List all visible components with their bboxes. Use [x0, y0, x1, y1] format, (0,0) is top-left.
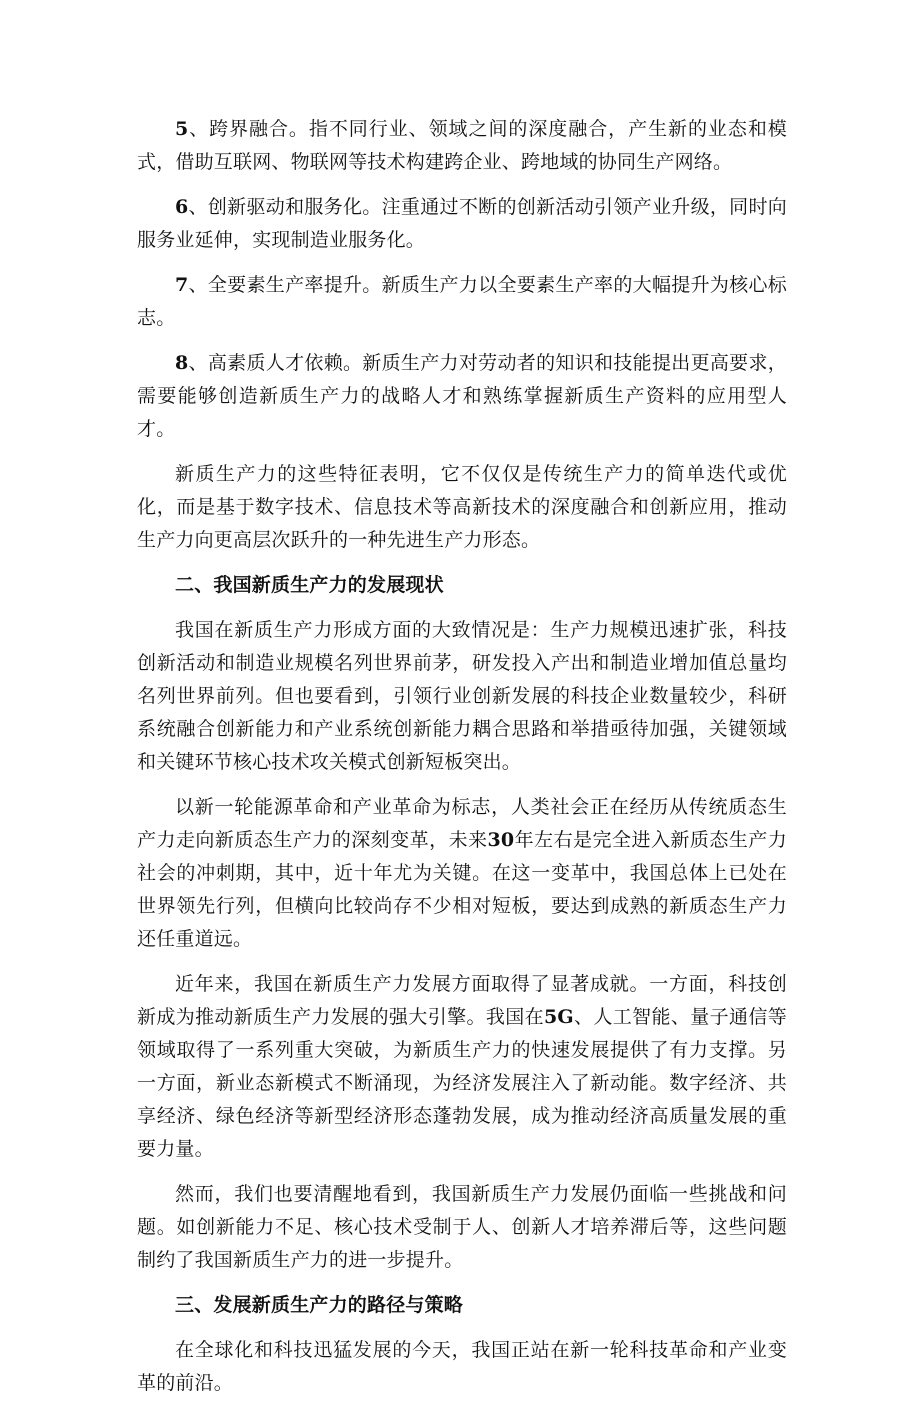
section-3-paragraph-1: 在全球化和科技迅猛发展的今天，我国正站在新一轮科技革命和产业变革的前沿。: [137, 1339, 787, 1394]
item-number: 8: [175, 352, 189, 374]
summary-paragraph: 新质生产力的这些特征表明，它不仅仅是传统生产力的简单迭代或优化，而是基于数字技术、信息技术等高新技术的深度融合和创新应用，推动生产力向更高层次跃升的一种先进生产力形态。: [137, 463, 787, 551]
item-number: 5: [175, 118, 189, 140]
paragraph-text: 近年来，我国在新质生产力发展方面取得了显著成就。一方面，科技创新成为推动新质生产力发展的强大引擎。我国在: [137, 973, 787, 1028]
section-2-heading: 二、我国新质生产力的发展现状: [175, 574, 444, 596]
paragraph-number: 5G: [543, 1006, 574, 1028]
paragraph-text: 以新一轮能源革命和产业革命为标志，人类社会正在经历从传统质态生产力走向新质态生产力的深刻变革，未来: [137, 796, 787, 851]
section-2-paragraph-1: 我国在新质生产力形成方面的大致情况是：生产力规模迅速扩张，科技创新活动和制造业规模名列世界前茅，研发投入产出和制造业增加值总量均名列世界前列。但也要看到，引领行业创新发展的科技企业数量较少，科研系统融合创新能力和产业系统创新能力耦合思路和举措亟待加强，关键领域和关键环节核心技术攻关模式创新短板突出。: [137, 619, 787, 773]
feature-item-8: [137, 347, 787, 446]
paragraph-number: 30: [487, 829, 515, 851]
item-number: 7: [175, 274, 189, 296]
section-2-paragraph-4: 然而，我们也要清醒地看到，我国新质生产力发展仍面临一些挑战和问题。如创新能力不足、核心技术受制于人、创新人才培养滞后等，这些问题制约了我国新质生产力的进一步提升。: [137, 1183, 787, 1271]
feature-item-5: [137, 113, 787, 179]
item-number: 6: [175, 196, 189, 218]
item-text: 、跨界融合。指不同行业、领域之间的深度融合，产生新的业态和模式，借助互联网、物联网等技术构建跨企业、跨地域的协同生产网络。: [137, 118, 787, 173]
item-text: 、高素质人才依赖。新质生产力对劳动者的知识和技能提出更高要求，需要能够创造新质生产力的战略人才和熟练掌握新质生产资料的应用型人才。: [137, 352, 787, 440]
paragraph-text: 、人工智能、量子通信等领域取得了一系列重大突破，为新质生产力的快速发展提供了有力支撑。另一方面，新业态新模式不断涌现，为经济发展注入了新动能。数字经济、共享经济、绿色经济等新型经济形态蓬勃发展，成为推动经济高质量发展的重要力量。: [137, 1006, 787, 1160]
section-2-paragraph-3: [137, 968, 787, 1166]
item-text: 、创新驱动和服务化。注重通过不断的创新活动引领产业升级，同时向服务业延伸，实现制造业服务化。: [137, 196, 787, 251]
paragraph-text: 年左右是完全进入新质态生产力社会的冲刺期，其中，近十年尤为关键。在这一变革中，我国总体上已处在世界领先行列，但横向比较尚存不少相对短板，要达到成熟的新质态生产力还任重道远。: [137, 829, 787, 950]
feature-item-6: [137, 191, 787, 257]
section-3-heading: 三、发展新质生产力的路径与策略: [175, 1294, 464, 1316]
item-text: 、全要素生产率提升。新质生产力以全要素生产率的大幅提升为核心标志。: [137, 274, 787, 329]
document-body: [137, 113, 787, 1412]
feature-item-7: [137, 269, 787, 335]
section-2-paragraph-2: [137, 791, 787, 956]
